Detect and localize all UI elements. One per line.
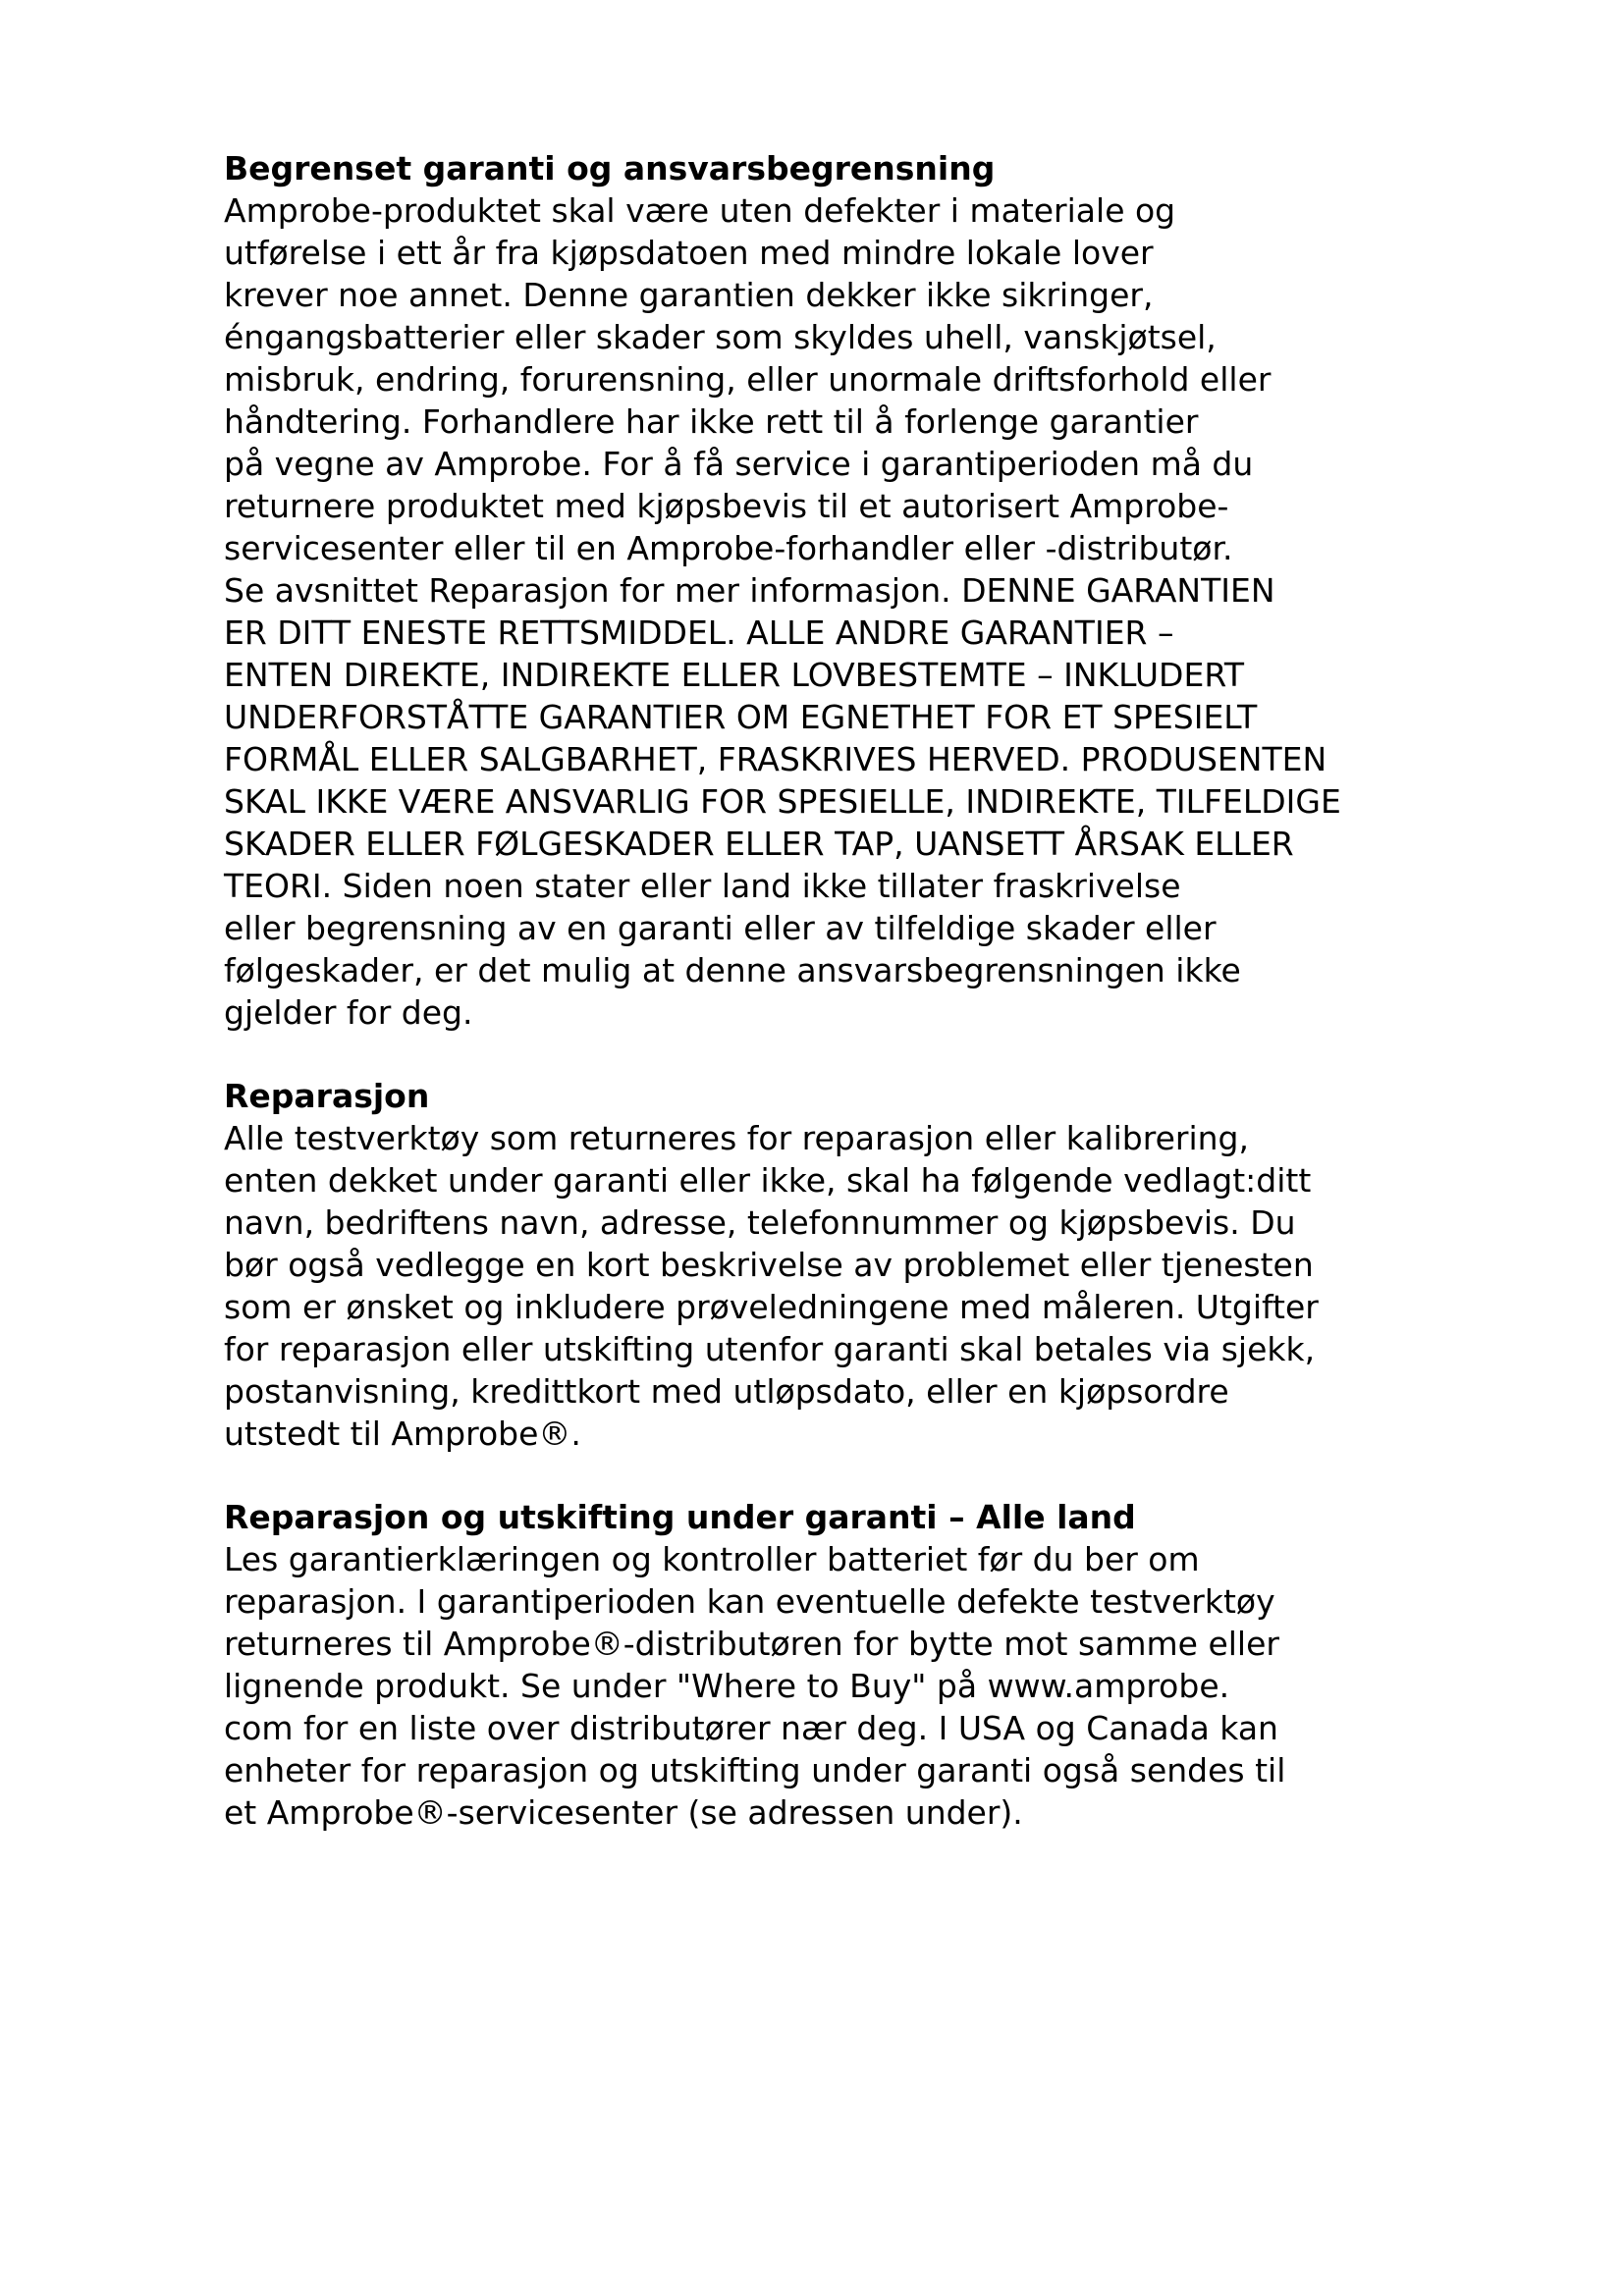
body-text-line: gjelder for deg. xyxy=(224,993,473,1032)
body-text-line: følgeskader, er det mulig at denne ansvarsbegrensningen ikke xyxy=(224,951,1241,989)
body-text-line: SKADER ELLER FØLGESKADER ELLER TAP, UANSETT ÅRSAK ELLER xyxy=(224,825,1294,863)
body-text-line: SKAL IKKE VÆRE ANSVARLIG FOR SPESIELLE, INDIREKTE, TILFELDIGE xyxy=(224,782,1341,821)
body-text-line: ER DITT ENESTE RETTSMIDDEL. ALLE ANDRE GARANTIER – xyxy=(224,614,1174,652)
body-text-line: returneres til Amprobe®-distributøren for bytte mot samme eller xyxy=(224,1625,1279,1663)
body-text-line: reparasjon. I garantiperioden kan eventuelle defekte testverktøy xyxy=(224,1582,1275,1621)
body-text-line: postanvisning, kredittkort med utløpsdato, eller en kjøpsordre xyxy=(224,1372,1229,1411)
section-heading: Reparasjon og utskifting under garanti – Alle land xyxy=(224,1498,1136,1536)
body-text-line: servicesenter eller til en Amprobe-forhandler eller -distributør. xyxy=(224,529,1233,567)
repair-section xyxy=(224,1075,1441,1455)
body-text-line: bør også vedlegge en kort beskrivelse av problemet eller tjenesten xyxy=(224,1246,1314,1284)
warranty-section xyxy=(224,147,1441,1034)
body-text-line: eller begrensning av en garanti eller av tilfeldige skader eller xyxy=(224,909,1217,947)
body-text-line: utførelse i ett år fra kjøpsdatoen med mindre lokale lover xyxy=(224,234,1154,272)
document-page xyxy=(224,147,1441,1834)
body-text-line: Les garantierklæringen og kontroller batteriet før du ber om xyxy=(224,1540,1200,1578)
body-text-line: éngangsbatterier eller skader som skyldes uhell, vanskjøtsel, xyxy=(224,318,1217,356)
body-text-line: for reparasjon eller utskifting utenfor garanti skal betales via sjekk, xyxy=(224,1330,1316,1368)
body-text-line: på vegne av Amprobe. For å få service i garantiperioden må du xyxy=(224,445,1254,483)
body-text-line: Amprobe-produktet skal være uten defekter i materiale og xyxy=(224,191,1176,230)
body-text-line: krever noe annet. Denne garantien dekker ikke sikringer, xyxy=(224,276,1154,314)
body-text-line: håndtering. Forhandlere har ikke rett til å forlenge garantier xyxy=(224,402,1199,441)
body-text-line: enten dekket under garanti eller ikke, skal ha følgende vedlagt:ditt xyxy=(224,1161,1312,1200)
body-text-line: Alle testverktøy som returneres for reparasjon eller kalibrering, xyxy=(224,1119,1249,1157)
body-text-line: FORMÅL ELLER SALGBARHET, FRASKRIVES HERVED. PRODUSENTEN xyxy=(224,740,1327,778)
body-text-line: som er ønsket og inkludere prøveledningene med måleren. Utgifter xyxy=(224,1288,1319,1326)
body-text-line: lignende produkt. Se under "Where to Buy" på www.amprobe. xyxy=(224,1667,1230,1705)
body-text-line: enheter for reparasjon og utskifting under garanti også sendes til xyxy=(224,1751,1286,1789)
section-heading: Begrenset garanti og ansvarsbegrensning xyxy=(224,149,996,187)
body-text-line: UNDERFORSTÅTTE GARANTIER OM EGNETHET FOR ET SPESIELT xyxy=(224,698,1258,736)
body-text-line: returnere produktet med kjøpsbevis til et autorisert Amprobe- xyxy=(224,487,1229,525)
body-text-line: et Amprobe®-servicesenter (se adressen under). xyxy=(224,1793,1023,1832)
body-text-line: navn, bedriftens navn, adresse, telefonnummer og kjøpsbevis. Du xyxy=(224,1203,1296,1242)
body-text-line: Se avsnittet Reparasjon for mer informasjon. DENNE GARANTIEN xyxy=(224,571,1275,610)
body-text-line: utstedt til Amprobe®. xyxy=(224,1415,581,1453)
body-text-line: misbruk, endring, forurensning, eller unormale driftsforhold eller xyxy=(224,360,1272,399)
warranty-repair-section xyxy=(224,1496,1441,1834)
section-heading: Reparasjon xyxy=(224,1077,430,1115)
body-text-line: ENTEN DIREKTE, INDIREKTE ELLER LOVBESTEMTE – INKLUDERT xyxy=(224,656,1245,694)
body-text-line: com for en liste over distributører nær deg. I USA og Canada kan xyxy=(224,1709,1278,1747)
body-text-line: TEORI. Siden noen stater eller land ikke tillater fraskrivelse xyxy=(224,867,1181,905)
